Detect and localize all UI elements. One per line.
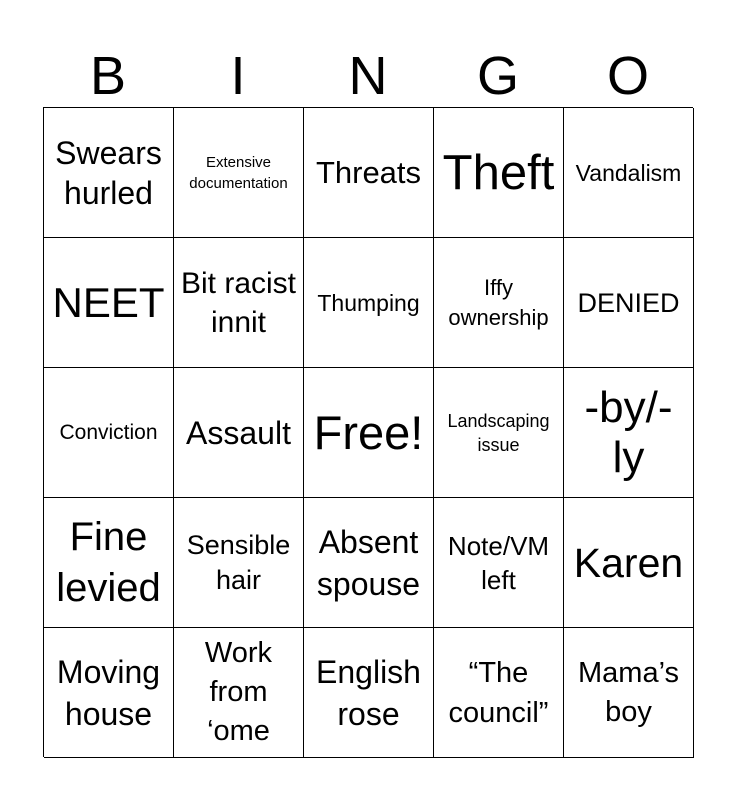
cell-text: NEET [52, 278, 165, 326]
bingo-cell[interactable] [434, 108, 564, 238]
bingo-cell[interactable] [44, 108, 174, 238]
header-letter-i: I [230, 46, 246, 106]
bingo-cell[interactable] [564, 628, 694, 758]
cell-text: Threats [315, 154, 422, 190]
cell-text: Thumping [317, 289, 420, 316]
cell-text: Sensible hair [186, 529, 291, 595]
bingo-cell[interactable] [44, 368, 174, 498]
header-letter-b: B [89, 46, 127, 106]
cell-text: Mama’s boy [578, 656, 679, 728]
bingo-cell[interactable] [174, 368, 304, 498]
bingo-cell[interactable] [564, 108, 694, 238]
cell-text: English rose [316, 653, 421, 732]
bingo-cell[interactable] [434, 498, 564, 628]
bingo-cell[interactable] [44, 498, 174, 628]
bingo-grid [43, 107, 693, 757]
header-letter-n: N [348, 46, 388, 106]
bingo-cell[interactable] [434, 628, 564, 758]
cell-text: Swears hurled [55, 134, 162, 211]
bingo-cell[interactable] [174, 498, 304, 628]
cell-text: Free! [313, 405, 424, 459]
cell-text: Assault [186, 414, 291, 451]
bingo-cell[interactable] [304, 498, 434, 628]
bingo-cell[interactable] [44, 628, 174, 758]
cell-text: Vandalism [575, 159, 682, 186]
bingo-cell[interactable] [174, 628, 304, 758]
cell-text: Moving house [56, 653, 161, 732]
bingo-cell[interactable] [434, 368, 564, 498]
bingo-header [43, 44, 693, 108]
cell-text: Conviction [59, 420, 158, 444]
header-letter-g: G [476, 46, 519, 106]
bingo-cell[interactable] [564, 368, 694, 498]
header-letter-o: O [606, 46, 649, 106]
bingo-cell[interactable] [434, 238, 564, 368]
cell-text: -by/-ly [584, 382, 673, 482]
bingo-cell[interactable] [564, 238, 694, 368]
cell-text: Work from ‘ome [204, 637, 273, 747]
bingo-cell[interactable] [304, 368, 434, 498]
bingo-cell[interactable] [304, 108, 434, 238]
cell-text: Landscaping issue [447, 410, 550, 455]
cell-text: Bit racist innit [180, 266, 297, 339]
bingo-cell[interactable] [564, 498, 694, 628]
cell-text: Note/VM left [447, 530, 550, 595]
bingo-cell[interactable] [44, 238, 174, 368]
cell-text: Theft [442, 145, 555, 200]
cell-text: Karen [573, 539, 684, 586]
bingo-cell[interactable] [304, 238, 434, 368]
bingo-cell[interactable] [304, 628, 434, 758]
cell-text: Iffy ownership [448, 274, 549, 330]
cell-text: DENIED [577, 287, 680, 318]
cell-text: Absent spouse [316, 523, 421, 602]
cell-text: Fine levied [56, 514, 161, 610]
bingo-cell[interactable] [174, 238, 304, 368]
cell-text: “The council” [448, 656, 549, 729]
bingo-cell[interactable] [174, 108, 304, 238]
cell-text: Extensive documentation [189, 153, 288, 192]
